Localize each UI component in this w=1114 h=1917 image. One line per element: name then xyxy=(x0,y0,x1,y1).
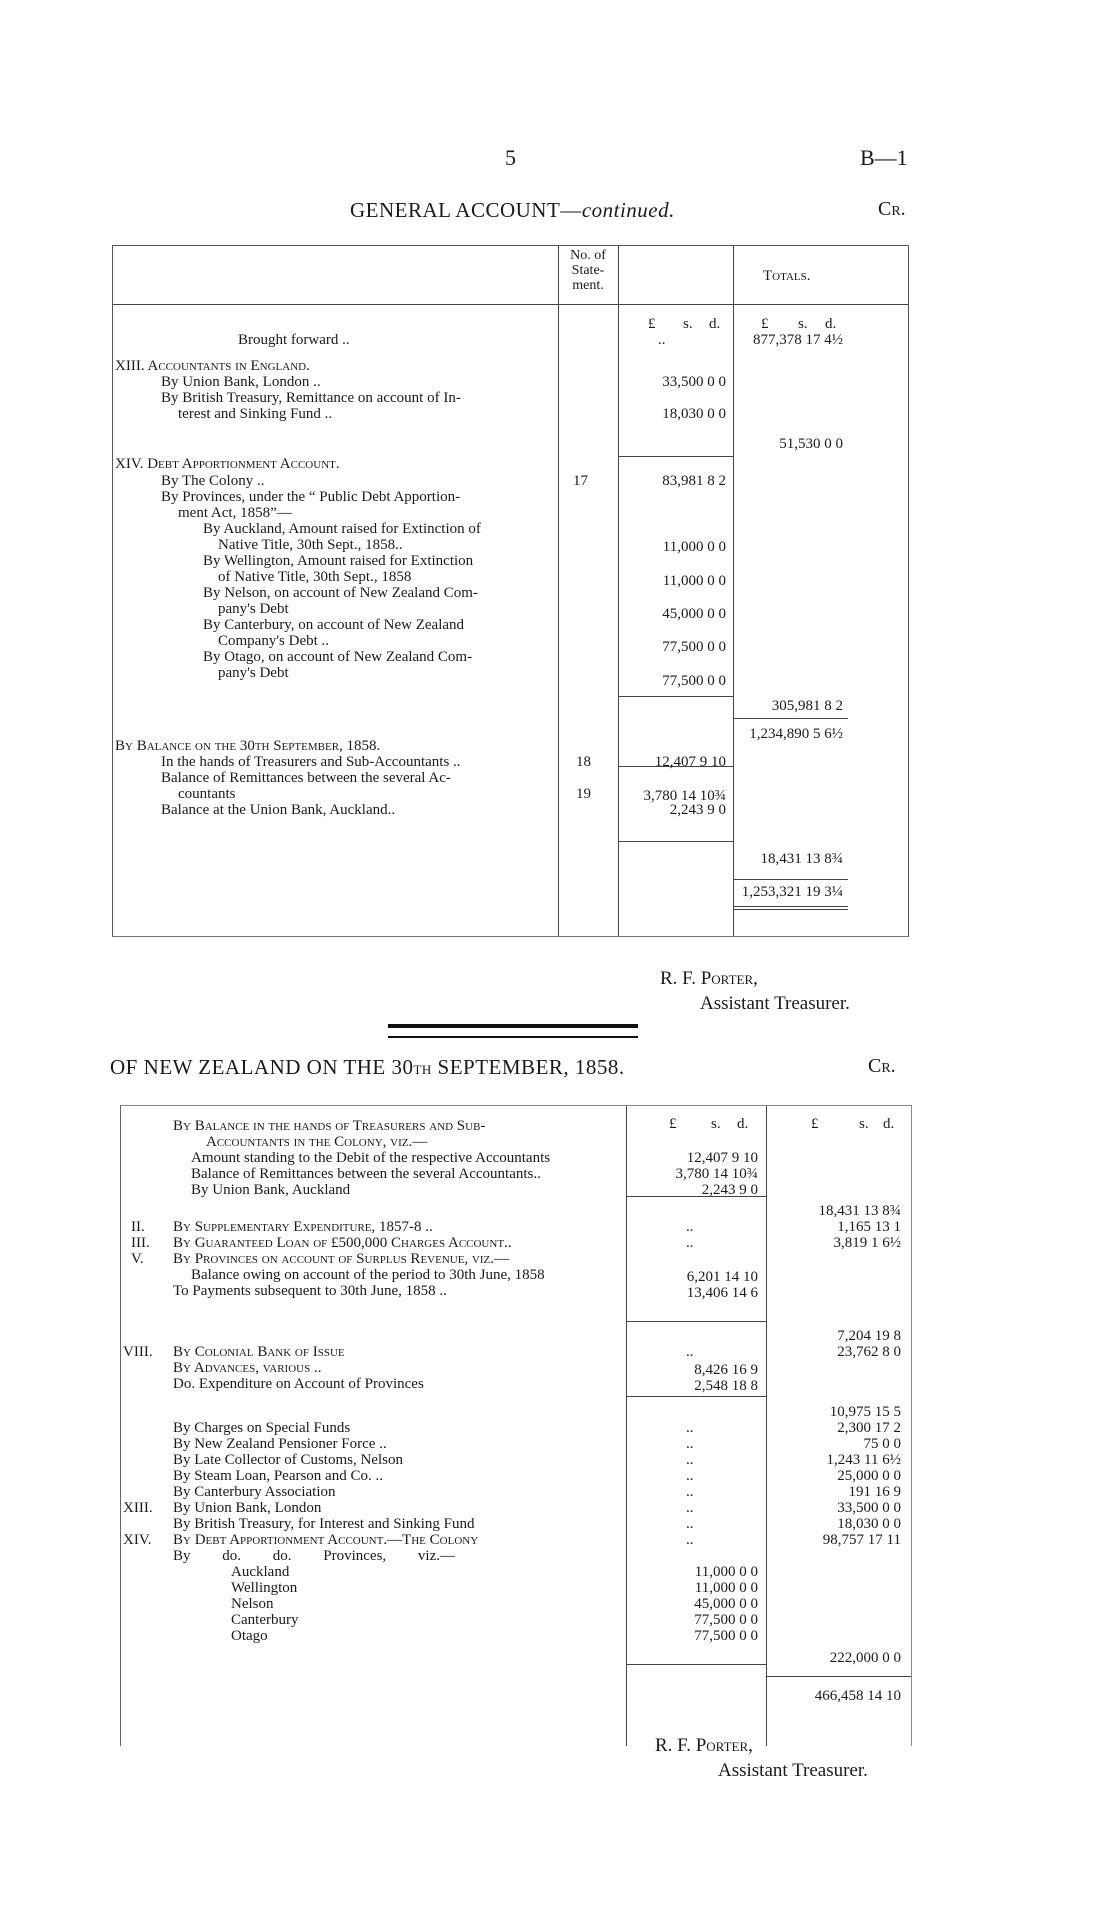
row-amt: 77,500 0 0 xyxy=(662,639,726,655)
row-text: Company's Debt .. xyxy=(218,633,330,649)
row-text: Auckland xyxy=(231,1564,290,1580)
row-text: By Union Bank, London .. xyxy=(161,374,321,390)
row-text: Wellington xyxy=(231,1580,298,1596)
tot-pence: d. xyxy=(825,316,837,332)
section1-title-cont: continued. xyxy=(581,198,675,222)
row-num: XIII. xyxy=(123,1500,153,1516)
row-amt: 11,000 0 0 xyxy=(662,573,726,589)
hdr-line: No. of xyxy=(570,248,606,263)
row-text: By Colonial Bank of Issue xyxy=(173,1344,345,1360)
row-text: By Debt Apportionment Account.—The Colony xyxy=(173,1532,479,1548)
row-total: 1,165 13 1 xyxy=(837,1219,901,1235)
cur-shilling: s. xyxy=(711,1116,721,1132)
tot-shilling: s. xyxy=(859,1116,869,1132)
row-total: 305,981 8 2 xyxy=(771,698,843,714)
row-total: 466,458 14 10 xyxy=(814,1688,901,1704)
row-text: Accountants in the Colony, viz.— xyxy=(206,1134,428,1150)
row-stmt: 18 xyxy=(576,754,591,770)
row-amt: 83,981 8 2 xyxy=(662,473,726,489)
row-text: Otago xyxy=(231,1628,268,1644)
row-amt: 77,500 0 0 xyxy=(694,1628,758,1644)
row-amt: 33,500 0 0 xyxy=(662,374,726,390)
row-amt: 11,000 0 0 xyxy=(694,1580,758,1596)
row-text: By Canterbury, on account of New Zealand xyxy=(203,617,465,633)
row-text: By Wellington, Amount raised for Extinction xyxy=(203,553,474,569)
section-divider xyxy=(388,1024,638,1038)
row-amt: 12,407 9 10 xyxy=(654,754,726,770)
statement-header xyxy=(558,248,618,293)
row-text: By Provinces, under the “ Public Debt Apportion- xyxy=(161,489,461,505)
row-amt: .. xyxy=(686,1500,694,1516)
row-stmt: 19 xyxy=(576,786,591,802)
row-text: Brought forward .. xyxy=(238,332,350,348)
row-amt: .. xyxy=(686,1468,694,1484)
row-num: V. xyxy=(131,1251,144,1267)
row-amt: .. xyxy=(686,1516,694,1532)
row-amt: .. xyxy=(686,1532,694,1548)
row-text: Native Title, 30th Sept., 1858.. xyxy=(218,537,403,553)
row-amt: .. xyxy=(686,1420,694,1436)
row-total: 1,253,321 19 3¼ xyxy=(741,884,843,900)
row-text: Balance owing on account of the period to 30th June, 1858 xyxy=(191,1267,545,1283)
row-text: By Charges on Special Funds xyxy=(173,1420,351,1436)
section1-table xyxy=(112,245,909,937)
sig-name-text: R. F. Porter, xyxy=(660,968,758,989)
row-text: countants xyxy=(178,786,236,802)
row-amt: .. xyxy=(686,1235,694,1251)
row-amt: 11,000 0 0 xyxy=(662,539,726,555)
row-text: XIII. Accountants in England. xyxy=(115,358,310,374)
row-text: By The Colony .. xyxy=(161,473,265,489)
row-text: In the hands of Treasurers and Sub-Accountants .. xyxy=(161,754,461,770)
row-total: 2,300 17 2 xyxy=(837,1420,901,1436)
row-total: 18,431 13 8¾ xyxy=(760,851,843,867)
row-text: By Steam Loan, Pearson and Co. .. xyxy=(173,1468,383,1484)
row-amt: 3,780 14 10¾ xyxy=(643,788,726,804)
row-total: 877,378 17 4½ xyxy=(753,332,843,348)
section2-table xyxy=(120,1105,912,1746)
row-amt: 77,500 0 0 xyxy=(694,1612,758,1628)
row-amt: 8,426 16 9 xyxy=(694,1362,758,1378)
row-total: 222,000 0 0 xyxy=(829,1650,901,1666)
row-text: Do. Expenditure on Account of Provinces xyxy=(173,1376,424,1392)
section2-title xyxy=(110,1055,625,1080)
row-text: By Advances, various .. xyxy=(173,1360,322,1376)
row-text: To Payments subsequent to 30th June, 1858 .. xyxy=(173,1283,447,1299)
row-amt: .. xyxy=(686,1484,694,1500)
row-amt: 18,030 0 0 xyxy=(662,406,726,422)
row-text: By Balance on the 30th September, 1858. xyxy=(115,738,381,754)
row-total: 1,234,890 5 6½ xyxy=(749,726,843,742)
row-text: Canterbury xyxy=(231,1612,299,1628)
row-text: By Otago, on account of New Zealand Com- xyxy=(203,649,473,665)
row-amt: 12,407 9 10 xyxy=(686,1150,758,1166)
signature2-name xyxy=(655,1735,753,1757)
page-number: 5 xyxy=(505,145,516,170)
tot-pence: d. xyxy=(883,1116,895,1132)
cur-pence: d. xyxy=(737,1116,749,1132)
section1-cr: Cr. xyxy=(878,198,906,220)
row-text: pany's Debt xyxy=(218,601,289,617)
row-amt: 13,406 14 6 xyxy=(686,1285,758,1301)
row-amt: 2,243 9 0 xyxy=(701,1182,758,1198)
section1-title-main: GENERAL ACCOUNT— xyxy=(350,198,582,222)
cur-pence: d. xyxy=(709,316,721,332)
row-amt: .. xyxy=(658,332,666,348)
row-num: XIV. xyxy=(123,1532,152,1548)
row-text: By Auckland, Amount raised for Extinction of xyxy=(203,521,481,537)
row-text: Amount standing to the Debit of the respective Accountants xyxy=(191,1150,551,1166)
section1-title xyxy=(350,198,675,223)
page-code: B—1 xyxy=(860,145,908,170)
row-total: 51,530 0 0 xyxy=(779,436,843,452)
row-text: terest and Sinking Fund .. xyxy=(178,406,333,422)
row-amt: 2,243 9 0 xyxy=(669,802,726,818)
row-text: By Balance in the hands of Treasurers and Sub- xyxy=(173,1118,486,1134)
row-text: By Union Bank, London xyxy=(173,1500,322,1516)
tot-pound: £ xyxy=(811,1116,819,1132)
sig2-name-text: R. F. Porter, xyxy=(655,1735,753,1756)
row-total: 7,204 19 8 xyxy=(837,1328,901,1344)
section2-title-a: OF NEW ZEALAND ON THE 30 xyxy=(110,1055,414,1079)
row-total: 18,030 0 0 xyxy=(837,1516,901,1532)
row-text: By Nelson, on account of New Zealand Com- xyxy=(203,585,478,601)
row-amt: 45,000 0 0 xyxy=(662,606,726,622)
row-total: 3,819 1 6½ xyxy=(833,1235,901,1251)
row-amt: 45,000 0 0 xyxy=(694,1596,758,1612)
row-text: By Provinces on account of Surplus Revenue, viz.— xyxy=(173,1251,510,1267)
cur-pound: £ xyxy=(669,1116,677,1132)
row-text: By British Treasury, for Interest and Sinking Fund xyxy=(173,1516,475,1532)
row-stmt: 17 xyxy=(573,473,588,489)
row-text: pany's Debt xyxy=(218,665,289,681)
hdr-line: State- xyxy=(571,263,605,278)
row-amt: 6,201 14 10 xyxy=(686,1269,758,1285)
row-text: Balance of Remittances between the several Accountants.. xyxy=(191,1166,541,1182)
row-text: By Supplementary Expenditure, 1857-8 .. xyxy=(173,1219,433,1235)
hdr-line: ment. xyxy=(572,278,604,293)
row-total: 75 0 0 xyxy=(863,1436,901,1452)
row-total: 23,762 8 0 xyxy=(837,1344,901,1360)
row-text: ment Act, 1858”— xyxy=(178,505,292,521)
cur-shilling: s. xyxy=(683,316,693,332)
row-text: By Late Collector of Customs, Nelson xyxy=(173,1452,403,1468)
section2-title-th: TH xyxy=(413,1062,432,1077)
row-num: III. xyxy=(131,1235,150,1251)
totals-header: Totals. xyxy=(763,268,811,284)
row-amt: 2,548 18 8 xyxy=(694,1378,758,1394)
row-text: By Guaranteed Loan of £500,000 Charges Account.. xyxy=(173,1235,512,1251)
row-num: VIII. xyxy=(123,1344,153,1360)
row-total: 33,500 0 0 xyxy=(837,1500,901,1516)
row-amt: .. xyxy=(686,1452,694,1468)
row-text: Balance at the Union Bank, Auckland.. xyxy=(161,802,396,818)
row-amt: 3,780 14 10¾ xyxy=(675,1166,758,1182)
tot-pound: £ xyxy=(761,316,769,332)
row-amt: 77,500 0 0 xyxy=(662,673,726,689)
row-total: 1,243 11 6½ xyxy=(826,1452,901,1468)
row-text: By Union Bank, Auckland xyxy=(191,1182,351,1198)
row-total: 191 16 9 xyxy=(848,1484,901,1500)
row-text: of Native Title, 30th Sept., 1858 xyxy=(218,569,412,585)
row-amt: .. xyxy=(686,1344,694,1360)
row-text: Balance of Remittances between the several Ac- xyxy=(161,770,451,786)
row-total: 18,431 13 8¾ xyxy=(818,1203,901,1219)
row-amt: .. xyxy=(686,1219,694,1235)
signature2-title: Assistant Treasurer. xyxy=(718,1760,868,1781)
row-total: 98,757 17 11 xyxy=(822,1532,901,1548)
row-text: Nelson xyxy=(231,1596,274,1612)
row-amt: 11,000 0 0 xyxy=(694,1564,758,1580)
row-amt: .. xyxy=(686,1436,694,1452)
row-text: By British Treasury, Remittance on account of In- xyxy=(161,390,461,406)
signature-title: Assistant Treasurer. xyxy=(700,993,850,1014)
cur-pound: £ xyxy=(648,316,656,332)
signature-name xyxy=(660,968,758,990)
row-text: By do. do. Provinces, viz.— xyxy=(173,1548,455,1564)
row-total: 25,000 0 0 xyxy=(837,1468,901,1484)
section2-cr: Cr. xyxy=(868,1055,896,1077)
row-text: By New Zealand Pensioner Force .. xyxy=(173,1436,387,1452)
section2-title-b: SEPTEMBER, 1858. xyxy=(431,1055,625,1079)
row-text: XIV. Debt Apportionment Account. xyxy=(115,456,340,472)
row-total: 10,975 15 5 xyxy=(829,1404,901,1420)
row-text: By Canterbury Association xyxy=(173,1484,336,1500)
tot-shilling: s. xyxy=(798,316,808,332)
row-num: II. xyxy=(131,1219,145,1235)
